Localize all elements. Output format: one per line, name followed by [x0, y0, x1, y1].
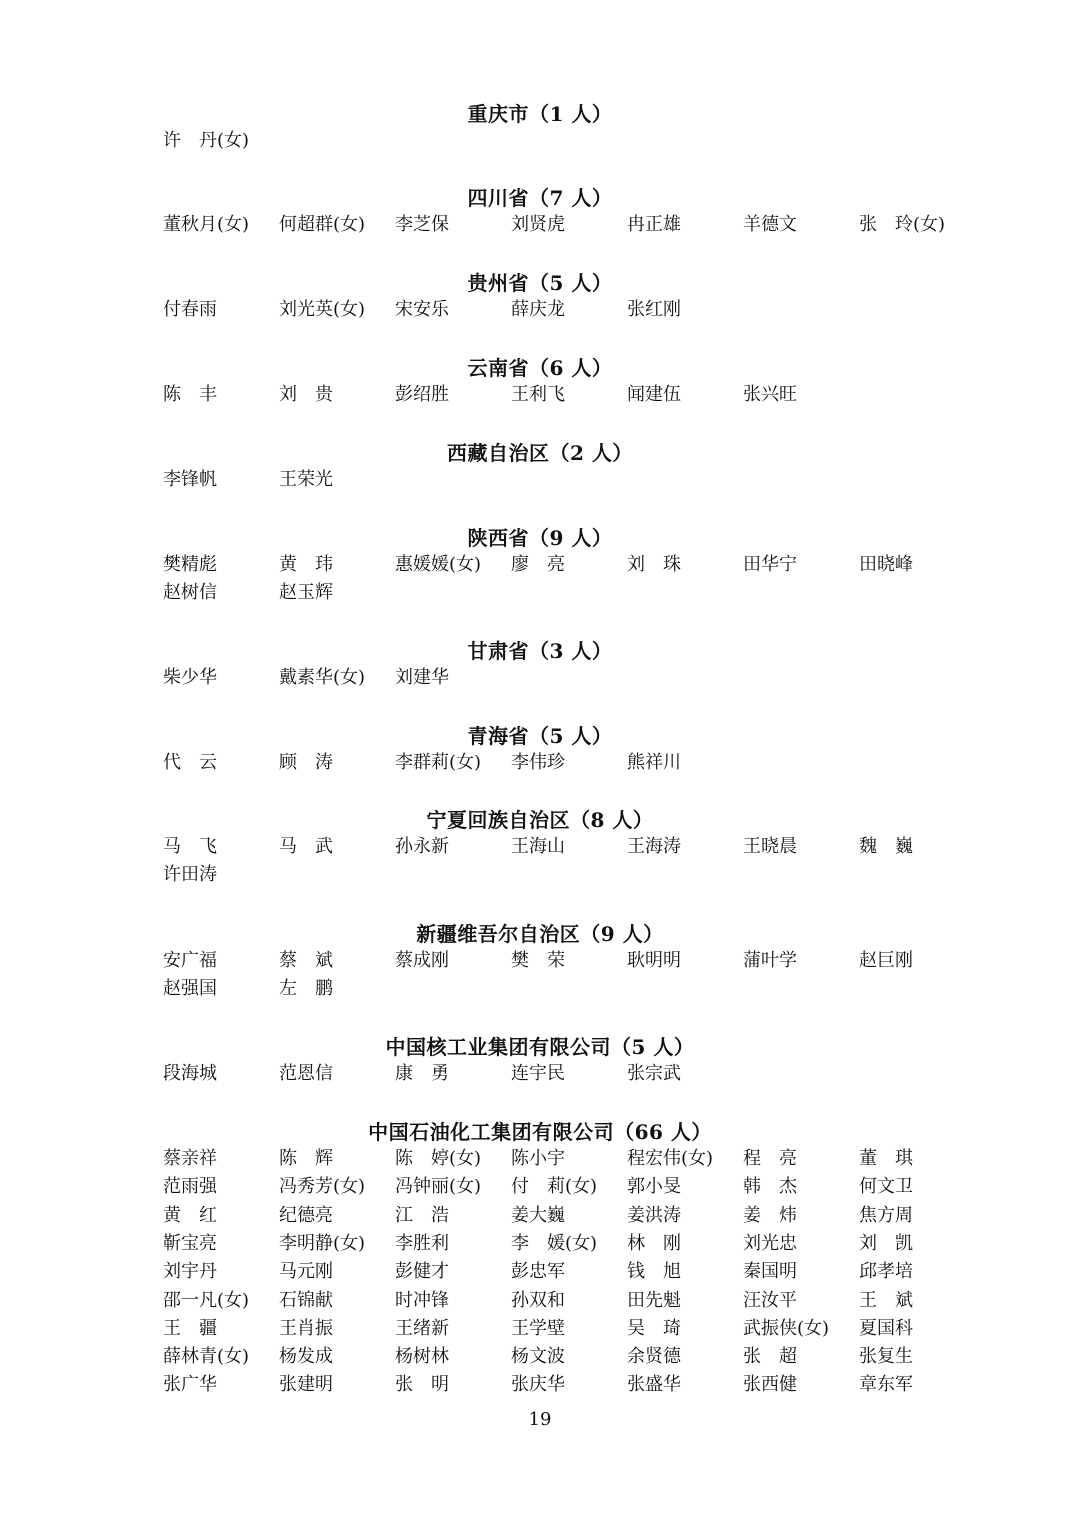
person-name: 林 刚	[627, 1232, 681, 1254]
section-heading: 陕西省（9 人）	[467, 526, 613, 550]
section-heading: 四川省（7 人）	[467, 186, 613, 210]
person-name: 钱 旭	[627, 1261, 681, 1283]
person-name: 戴素华(女)	[279, 667, 366, 688]
section-heading: 青海省（5 人）	[467, 724, 613, 748]
person-name: 蔡亲祥	[163, 1148, 217, 1169]
person-name: 王 斌	[859, 1289, 913, 1311]
person-name: 顾 涛	[279, 752, 333, 773]
person-name: 张庆华	[511, 1374, 565, 1396]
section-heading: 中国石油化工集团有限公司（66 人）	[368, 1120, 712, 1144]
person-name: 纪德亮	[279, 1204, 333, 1226]
section-heading: 宁夏回族自治区（8 人）	[426, 808, 654, 832]
person-name: 冯秀芳(女)	[279, 1176, 366, 1198]
person-name: 张 玲(女)	[859, 214, 946, 235]
person-name: 董 琪	[859, 1148, 913, 1169]
person-name: 时冲锋	[395, 1289, 449, 1311]
person-name: 李锋帆	[163, 469, 217, 490]
person-name: 柴少华	[163, 667, 217, 688]
person-name: 田华宁	[743, 554, 797, 575]
person-name: 薛庆龙	[511, 299, 565, 320]
person-name: 刘贤虎	[511, 214, 565, 235]
person-name: 蒲叶学	[743, 950, 797, 971]
person-name: 张 超	[743, 1346, 797, 1368]
section-heading: 新疆维吾尔自治区（9 人）	[416, 922, 664, 946]
person-name: 刘宇丹	[163, 1261, 217, 1283]
person-name: 孙永新	[395, 836, 449, 857]
section-heading: 西藏自治区（2 人）	[447, 441, 633, 465]
person-name: 张红刚	[627, 299, 681, 320]
person-name: 张复生	[859, 1346, 913, 1368]
person-name: 杨文波	[511, 1346, 565, 1368]
person-name: 江 浩	[395, 1204, 449, 1226]
person-name: 刘光英(女)	[279, 299, 366, 320]
person-name: 黄 玮	[279, 554, 333, 575]
person-name: 陈 丰	[163, 384, 217, 405]
person-name: 武振侠(女)	[743, 1317, 830, 1339]
person-name: 张 明	[395, 1374, 449, 1396]
person-name: 李群莉(女)	[395, 752, 482, 773]
person-name: 赵玉辉	[279, 582, 333, 604]
person-name: 李 媛(女)	[511, 1232, 598, 1254]
person-name: 王 疆	[163, 1317, 217, 1339]
person-name: 段海城	[163, 1063, 217, 1084]
person-name: 康 勇	[395, 1063, 449, 1084]
person-name: 代 云	[163, 752, 217, 773]
person-name: 刘建华	[395, 667, 449, 688]
person-name: 薛林青(女)	[163, 1346, 250, 1368]
person-name: 杨树林	[395, 1346, 449, 1368]
person-name: 付 莉(女)	[511, 1176, 598, 1198]
person-name: 张广华	[163, 1374, 217, 1396]
person-name: 赵树信	[163, 582, 217, 604]
person-name: 靳宝亮	[163, 1232, 217, 1254]
person-name: 冉正雄	[627, 214, 681, 235]
person-name: 刘 珠	[627, 554, 681, 575]
person-name: 郭小旻	[627, 1176, 681, 1198]
person-name: 耿明明	[627, 950, 681, 971]
section-heading: 云南省（6 人）	[467, 356, 613, 380]
person-name: 付春雨	[163, 299, 217, 320]
person-name: 王晓晨	[743, 836, 797, 857]
person-name: 王荣光	[279, 469, 333, 490]
person-name: 杨发成	[279, 1346, 333, 1368]
person-name: 李芝保	[395, 214, 449, 235]
person-name: 何文卫	[859, 1176, 913, 1198]
person-name: 彭忠军	[511, 1261, 565, 1283]
person-name: 闻建伍	[627, 384, 681, 405]
person-name: 左 鹏	[279, 978, 333, 1000]
person-name: 姜洪涛	[627, 1204, 681, 1226]
person-name: 焦方周	[859, 1204, 913, 1226]
section-heading: 贵州省（5 人）	[467, 271, 613, 295]
person-name: 赵巨刚	[859, 950, 913, 971]
person-name: 彭绍胜	[395, 384, 449, 405]
person-name: 李胜利	[395, 1232, 449, 1254]
person-name: 许 丹(女)	[163, 130, 250, 151]
section-heading: 中国核工业集团有限公司（5 人）	[385, 1035, 695, 1059]
person-name: 许田涛	[163, 864, 217, 886]
section-heading: 甘肃省（3 人）	[467, 639, 613, 663]
person-name: 范恩信	[279, 1063, 333, 1084]
person-name: 王海山	[511, 836, 565, 857]
person-name: 王利飞	[511, 384, 565, 405]
person-name: 李明静(女)	[279, 1232, 366, 1254]
person-name: 余贤德	[627, 1346, 681, 1368]
person-name: 马元刚	[279, 1261, 333, 1283]
person-name: 樊精彪	[163, 554, 217, 575]
person-name: 张盛华	[627, 1374, 681, 1396]
person-name: 魏 巍	[859, 836, 913, 857]
person-name: 陈 辉	[279, 1148, 333, 1169]
person-name: 董秋月(女)	[163, 214, 250, 235]
person-name: 石锦献	[279, 1289, 333, 1311]
person-name: 彭健才	[395, 1261, 449, 1283]
person-name: 孙双和	[511, 1289, 565, 1311]
person-name: 羊德文	[743, 214, 797, 235]
person-name: 张西健	[743, 1374, 797, 1396]
person-name: 田先魁	[627, 1289, 681, 1311]
person-name: 汪汝平	[743, 1289, 797, 1311]
person-name: 李伟珍	[511, 752, 565, 773]
section-heading: 重庆市（1 人）	[467, 102, 613, 126]
person-name: 赵强国	[163, 978, 217, 1000]
person-name: 韩 杰	[743, 1176, 797, 1198]
person-name: 邱孝培	[859, 1261, 913, 1283]
person-name: 姜 炜	[743, 1204, 797, 1226]
person-name: 程宏伟(女)	[627, 1148, 714, 1169]
person-name: 王学壁	[511, 1317, 565, 1339]
person-name: 樊 荣	[511, 950, 565, 971]
person-name: 蔡 斌	[279, 950, 333, 971]
person-name: 范雨强	[163, 1176, 217, 1198]
person-name: 陈 婷(女)	[395, 1148, 482, 1169]
person-name: 章东军	[859, 1374, 913, 1396]
person-name: 安广福	[163, 950, 217, 971]
person-name: 姜大巍	[511, 1204, 565, 1226]
person-name: 王肖振	[279, 1317, 333, 1339]
person-name: 张宗武	[627, 1063, 681, 1084]
person-name: 王绪新	[395, 1317, 449, 1339]
person-name: 冯钟丽(女)	[395, 1176, 482, 1198]
person-name: 蔡成刚	[395, 950, 449, 971]
person-name: 刘 贵	[279, 384, 333, 405]
person-name: 刘光忠	[743, 1232, 797, 1254]
person-name: 王海涛	[627, 836, 681, 857]
person-name: 马 飞	[163, 836, 217, 857]
person-name: 刘 凯	[859, 1232, 913, 1254]
person-name: 张建明	[279, 1374, 333, 1396]
person-name: 何超群(女)	[279, 214, 366, 235]
person-name: 连宇民	[511, 1063, 565, 1084]
person-name: 陈小宇	[511, 1148, 565, 1169]
person-name: 廖 亮	[511, 554, 565, 575]
person-name: 秦国明	[743, 1261, 797, 1283]
person-name: 宋安乐	[395, 299, 449, 320]
person-name: 程 亮	[743, 1148, 797, 1169]
person-name: 夏国科	[859, 1317, 913, 1339]
person-name: 吴 琦	[627, 1317, 681, 1339]
page-number: 19	[528, 1409, 552, 1430]
person-name: 惠媛媛(女)	[395, 554, 482, 575]
person-name: 田晓峰	[859, 554, 913, 575]
person-name: 熊祥川	[627, 752, 681, 773]
person-name: 黄 红	[163, 1204, 217, 1226]
person-name: 邵一凡(女)	[163, 1289, 250, 1311]
person-name: 张兴旺	[743, 384, 797, 405]
person-name: 马 武	[279, 836, 333, 857]
